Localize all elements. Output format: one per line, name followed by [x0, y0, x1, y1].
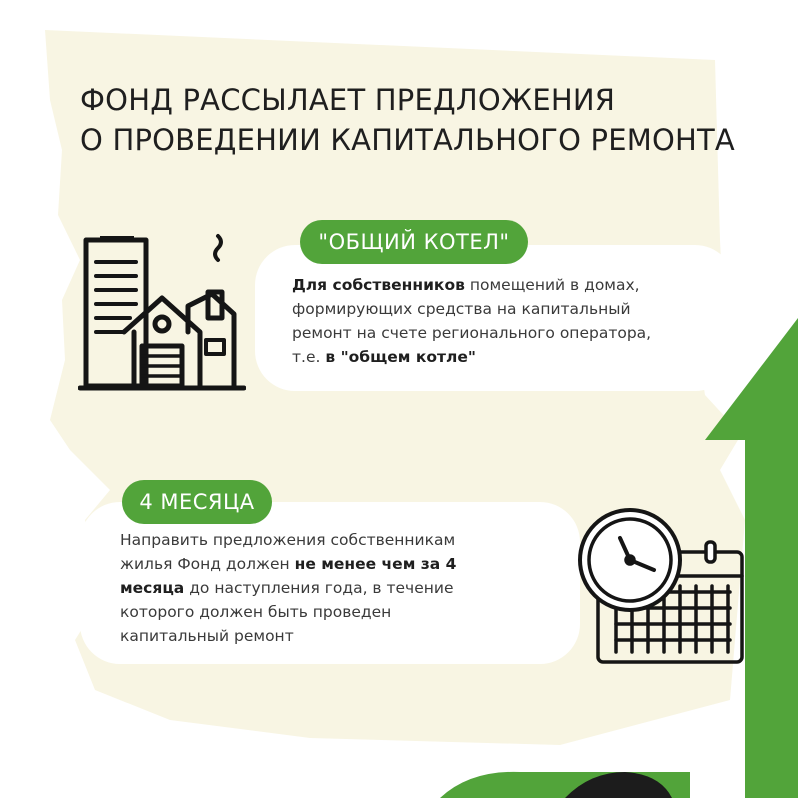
text2-line3-bold: месяца	[120, 579, 185, 597]
buildings-icon	[78, 232, 246, 392]
text2-line2-bold: не менее чем за 4	[294, 555, 457, 573]
page-title	[80, 80, 735, 160]
text1-line2: формирующих средства на капитальный	[292, 300, 631, 318]
text2-line1: Направить предложения собственникам	[120, 531, 456, 549]
text2-line3-rest: до наступления года, в течение	[184, 579, 454, 597]
text2-line4: которого должен быть проведен	[120, 603, 392, 621]
obshchiy-kotel-text	[292, 273, 651, 369]
title-line-1: ФОНД РАССЫЛАЕТ ПРЕДЛОЖЕНИЯ	[80, 83, 616, 117]
text1-line1-bold: Для собственников	[292, 276, 465, 294]
clock-calendar-icon	[572, 506, 748, 668]
text1-line4-plain: т.е.	[292, 348, 326, 366]
text1-line4-bold: в "общем котле"	[325, 348, 476, 366]
title-line-2: О ПРОВЕДЕНИИ КАПИТАЛЬНОГО РЕМОНТА	[80, 123, 735, 157]
text2-line2-plain: жилья Фонд должен	[120, 555, 295, 573]
four-months-text	[120, 528, 456, 648]
text2-line5: капитальный ремонт	[120, 627, 294, 645]
text1-line1-rest: помещений в домах,	[464, 276, 640, 294]
text1-line3: ремонт на счете регионального оператора,	[292, 324, 652, 342]
obshchiy-kotel-badge: "ОБЩИЙ КОТЕЛ"	[300, 220, 528, 264]
four-months-badge: 4 МЕСЯЦА	[122, 480, 272, 524]
